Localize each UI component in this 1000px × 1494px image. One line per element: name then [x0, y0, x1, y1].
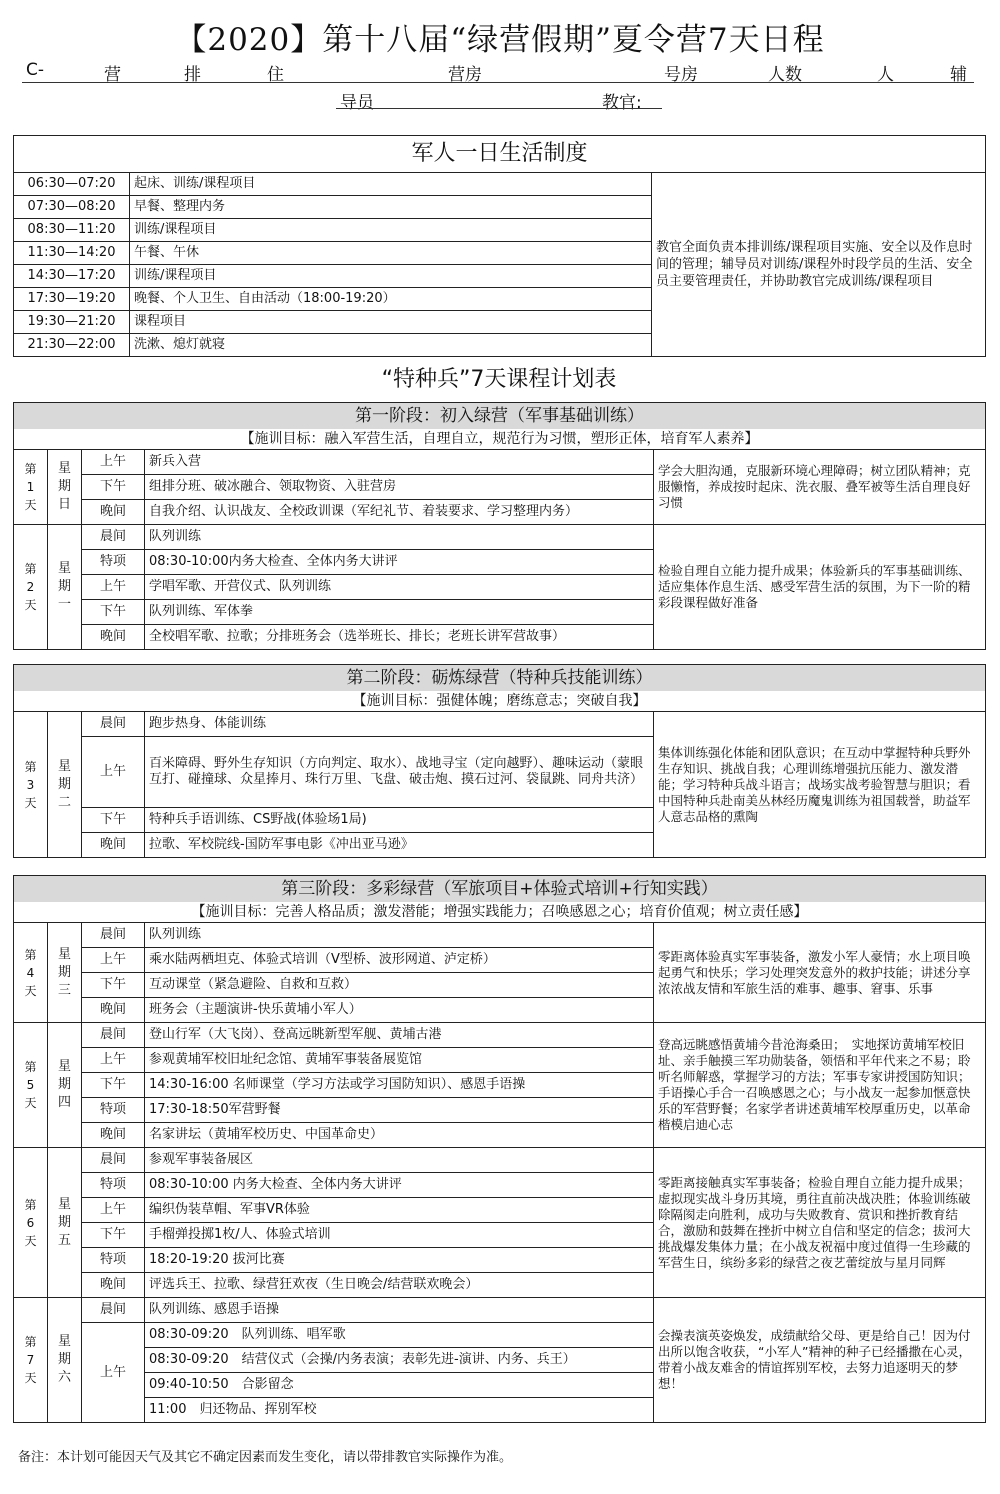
header-label: 导员 [340, 93, 374, 113]
period-label: 下午 [82, 475, 145, 500]
day-objective: 登高远眺感悟黄埔今昔沧海桑田； 实地探访黄埔军校旧址、亲手触摸三军功勋装备，领悟和平年代来之不易；聆听名师解惑，掌握学习的方法；军事专家讲授国防知识；手语操心手合一召唤感恩之心；与小战友一起参加惬意快乐的军营野餐；名家学者讲述黄埔军校厚重历史，以革命楷模启迪心志 [654, 1023, 986, 1148]
activity-cell: 参观军事装备展区 [145, 1148, 654, 1173]
period-label: 晚间 [82, 500, 145, 525]
period-label: 上午 [82, 737, 145, 808]
stage-title: 第三阶段：多彩绿营（军旅项目+体验式培训+行知实践） [14, 876, 986, 903]
activity-cell: 队列训练 [145, 525, 654, 550]
stage-goal: 【施训目标：融入军营生活，自理自立，规范行为习惯，塑形正体，培育军人素养】 [14, 429, 986, 450]
stage-header [14, 665, 986, 692]
period-label: 特项 [82, 1173, 145, 1198]
activity-cell: 08:30-10:00 内务大检查、全体内务大讲评 [145, 1173, 654, 1198]
weekday-label: 星 期 二 [48, 712, 82, 858]
period-label: 上午 [82, 1198, 145, 1223]
routine-time: 06:30—07:20 [14, 173, 130, 196]
activity-cell: 参观黄埔军校旧址纪念馆、黄埔军事装备展览馆 [145, 1048, 654, 1073]
stage-goal: 【施训目标：完善人格品质；激发潜能；增强实践能力；召唤感恩之心；培育价值观；树立责任感】 [14, 902, 986, 923]
routine-activity: 晚餐、个人卫生、自由活动（18:00-19:20） [130, 288, 652, 311]
routine-time: 21:30—22:00 [14, 334, 130, 357]
footnote: 备注：本计划可能因天气及其它不确定因素而发生变化，请以带排教官实际操作为准。 [18, 1450, 513, 1465]
routine-activity: 起床、训练/课程项目 [130, 173, 652, 196]
activity-cell: 队列训练、感恩手语操 [145, 1298, 654, 1323]
weekday-label: 星 期 六 [48, 1298, 82, 1423]
stage-table-1 [13, 402, 986, 650]
period-label: 晚间 [82, 1123, 145, 1148]
period-label: 晨间 [82, 1148, 145, 1173]
routine-time: 07:30—08:20 [14, 196, 130, 219]
activity-cell: 14:30-16:00 名师课堂（学习方法或学习国防知识）、感恩手语操 [145, 1073, 654, 1098]
stage-table-2 [13, 664, 986, 858]
period-label: 晨间 [82, 525, 145, 550]
routine-activity: 训练/课程项目 [130, 265, 652, 288]
page-title: 【2020】第十八届“绿营假期”夏令营7天日程 [175, 22, 825, 58]
activity-cell: 自我介绍、认识战友、全校政训课（军纪礼节、着装要求、学习整理内务） [145, 500, 654, 525]
period-label: 晨间 [82, 923, 145, 948]
activity-cell: 09:40-10:50 合影留念 [145, 1373, 654, 1398]
day-objective: 零距离体验真实军事装备，激发小军人豪情；水上项目唤起勇气和快乐；学习处理突发意外的救护技能；讲述分享浓浓战友情和军旅生活的难事、趣事、窘事、乐事 [654, 923, 986, 1023]
period-label: 上午 [82, 1323, 145, 1423]
day-label: 第 6 天 [14, 1148, 48, 1298]
activity-cell: 全校唱军歌、拉歌；分排班务会（选举班长、排长；老班长讲军营故事） [145, 625, 654, 650]
activity-cell: 特种兵手语训练、CS野战(体验场1局) [145, 808, 654, 833]
activity-cell: 班务会（主题演讲-快乐黄埔小军人） [145, 998, 654, 1023]
period-label: 特项 [82, 1098, 145, 1123]
routine-time: 14:30—17:20 [14, 265, 130, 288]
header-label: 营 [104, 65, 121, 85]
period-label: 下午 [82, 1073, 145, 1098]
day-label: 第 1 天 [14, 450, 48, 525]
activity-cell: 11:00 归还物品、挥别军校 [145, 1398, 654, 1423]
day-objective: 学会大胆沟通，克服新环境心理障碍；树立团队精神；克服懒惰，养成按时起床、洗衣服、叠军被等生活自理良好习惯 [654, 450, 986, 525]
day-objective: 集体训练强化体能和团队意识；在互动中掌握特种兵野外生存知识、挑战自我；心理训练增强抗压能力、激发潜能；学习特种兵战斗语言；战场实战考验智慧与胆识；看中国特种兵赴南美丛林经历魔鬼训练为祖国载誉，助益军人意志品格的熏陶 [654, 712, 986, 858]
weekday-label: 星 期 三 [48, 923, 82, 1023]
period-label: 下午 [82, 1223, 145, 1248]
routine-activity: 洗漱、熄灯就寝 [130, 334, 652, 357]
period-label: 晚间 [82, 833, 145, 858]
activity-cell: 新兵入营 [145, 450, 654, 475]
routine-activity: 课程项目 [130, 311, 652, 334]
stage-title: 第一阶段：初入绿营（军事基础训练） [14, 403, 986, 430]
period-label: 上午 [82, 948, 145, 973]
activity-cell: 学唱军歌、开营仪式、队列训练 [145, 575, 654, 600]
routine-activity: 早餐、整理内务 [130, 196, 652, 219]
schedule-row [14, 923, 986, 948]
header-label: 住 [267, 65, 284, 85]
activity-cell: 08:30-10:00内务大检查、全体内务大讲评 [145, 550, 654, 575]
activity-cell: 08:30-09:20 结营仪式（会操/内务表演；表彰先进-演讲、内务、兵王） [145, 1348, 654, 1373]
header-label: 营房 [448, 65, 482, 85]
period-label: 特项 [82, 1248, 145, 1273]
stage-header [14, 876, 986, 903]
activity-cell: 登山行军（大飞岗）、登高远眺新型军舰、黄埔古港 [145, 1023, 654, 1048]
schedule-row [14, 1148, 986, 1173]
header-label: 辅 [950, 65, 967, 85]
period-label: 上午 [82, 450, 145, 475]
weekday-label: 星 期 一 [48, 525, 82, 650]
activity-cell: 队列训练 [145, 923, 654, 948]
fill-line [22, 82, 974, 83]
header-label: 排 [184, 65, 201, 85]
period-label: 晨间 [82, 1298, 145, 1323]
period-label: 上午 [82, 575, 145, 600]
period-label: 晚间 [82, 998, 145, 1023]
weekday-label: 星 期 五 [48, 1148, 82, 1298]
schedule-row [14, 1023, 986, 1048]
period-label: 晨间 [82, 712, 145, 737]
routine-activity: 训练/课程项目 [130, 219, 652, 242]
routine-time: 08:30—11:20 [14, 219, 130, 242]
header-label: 人数 [768, 65, 802, 85]
routine-table [13, 135, 986, 357]
routine-note: 教官全面负责本排训练/课程项目实施、安全以及作息时间的管理；辅导员对训练/课程外时段学员的生活、安全员主要管理责任，并协助教官完成训练/课程项目 [652, 173, 986, 357]
routine-time: 19:30—21:20 [14, 311, 130, 334]
activity-cell: 18:20-19:20 拔河比赛 [145, 1248, 654, 1273]
activity-cell: 08:30-09:20 队列训练、唱军歌 [145, 1323, 654, 1348]
schedule-row [14, 525, 986, 550]
activity-cell: 拉歌、军校院线-国防军事电影《冲出亚马逊》 [145, 833, 654, 858]
stage-goal-row [14, 429, 986, 450]
stage-header [14, 403, 986, 430]
day-label: 第 5 天 [14, 1023, 48, 1148]
period-label: 下午 [82, 973, 145, 998]
fill-line [336, 108, 662, 109]
activity-cell: 组排分班、破冰融合、领取物资、入驻营房 [145, 475, 654, 500]
stage-goal: 【施训目标：强健体魄；磨练意志；突破自我】 [14, 691, 986, 712]
schedule-row [14, 450, 986, 475]
activity-cell: 互动课堂（紧急避险、自救和互救） [145, 973, 654, 998]
day-label: 第 3 天 [14, 712, 48, 858]
period-label: 晨间 [82, 1023, 145, 1048]
activity-cell: 百米障碍、野外生存知识（方向判定、取水）、战地寻宝（定向越野）、趣味运动（蒙眼互打、碰撞球、众星捧月、珠行万里、飞盘、破击炮、摸石过河、袋鼠跳、同舟共济） [145, 737, 654, 808]
routine-row [14, 173, 986, 196]
day-label: 第 2 天 [14, 525, 48, 650]
activity-cell: 跑步热身、体能训练 [145, 712, 654, 737]
activity-cell: 手榴弹投掷1枚/人、体验式培训 [145, 1223, 654, 1248]
weekday-label: 星 期 日 [48, 450, 82, 525]
day-label: 第 7 天 [14, 1298, 48, 1423]
routine-title: 军人一日生活制度 [14, 136, 986, 173]
period-label: 晚间 [82, 1273, 145, 1298]
activity-cell: 评选兵王、拉歌、绿营狂欢夜（生日晚会/结营联欢晚会） [145, 1273, 654, 1298]
header-label: 号房 [664, 65, 698, 85]
plan-title: “特种兵”7天课程计划表 [381, 367, 617, 392]
header-label: 教官: [602, 93, 642, 113]
stage-goal-row [14, 691, 986, 712]
day-label: 第 4 天 [14, 923, 48, 1023]
activity-cell: 17:30-18:50军营野餐 [145, 1098, 654, 1123]
stage-table-3 [13, 875, 986, 1423]
period-label: 上午 [82, 1048, 145, 1073]
routine-time: 11:30—14:20 [14, 242, 130, 265]
activity-cell: 队列训练、军体拳 [145, 600, 654, 625]
schedule-row [14, 712, 986, 737]
period-label: 晚间 [82, 625, 145, 650]
activity-cell: 名家讲坛（黄埔军校历史、中国革命史） [145, 1123, 654, 1148]
activity-cell: 编织伪装草帽、军事VR体验 [145, 1198, 654, 1223]
stage-title: 第二阶段：砺炼绿营（特种兵技能训练） [14, 665, 986, 692]
day-objective: 零距离接触真实军事装备；检验自理自立能力提升成果；虚拟现实战斗身历其境，勇往直前决战决胜；体验训练破除隔阂走向胜利，成功与失败教育、赏识和挫折教育结合，激励和鼓舞在挫折中树立自信和坚定的信念；拔河大挑战爆发集体力量；在小战友祝福中度过值得一生珍藏的军营生日，缤纷多彩的绿营之夜艺蕾绽放与星月同辉 [654, 1148, 986, 1298]
routine-time: 17:30—19:20 [14, 288, 130, 311]
routine-activity: 午餐、午休 [130, 242, 652, 265]
period-label: 特项 [82, 550, 145, 575]
period-label: 下午 [82, 808, 145, 833]
stage-goal-row [14, 902, 986, 923]
day-objective: 检验自理自立能力提升成果；体验新兵的军事基础训练、适应集体作息生活、感受军营生活的氛围，为下一阶的精彩段课程做好准备 [654, 525, 986, 650]
period-label: 下午 [82, 600, 145, 625]
weekday-label: 星 期 四 [48, 1023, 82, 1148]
activity-cell: 乘水陆两栖坦克、体验式培训（V型桥、波形网道、泸定桥） [145, 948, 654, 973]
header-label: 人 [877, 65, 894, 85]
header-label: C- [26, 60, 45, 80]
schedule-row [14, 1298, 986, 1323]
day-objective: 会操表演英姿焕发，成绩献给父母、更是给自己！因为付出所以饱含收获，“小军人”精神的种子已经播撒在心灵，带着小战友难舍的情谊挥别军校，去努力追逐明天的梦想！ [654, 1298, 986, 1423]
